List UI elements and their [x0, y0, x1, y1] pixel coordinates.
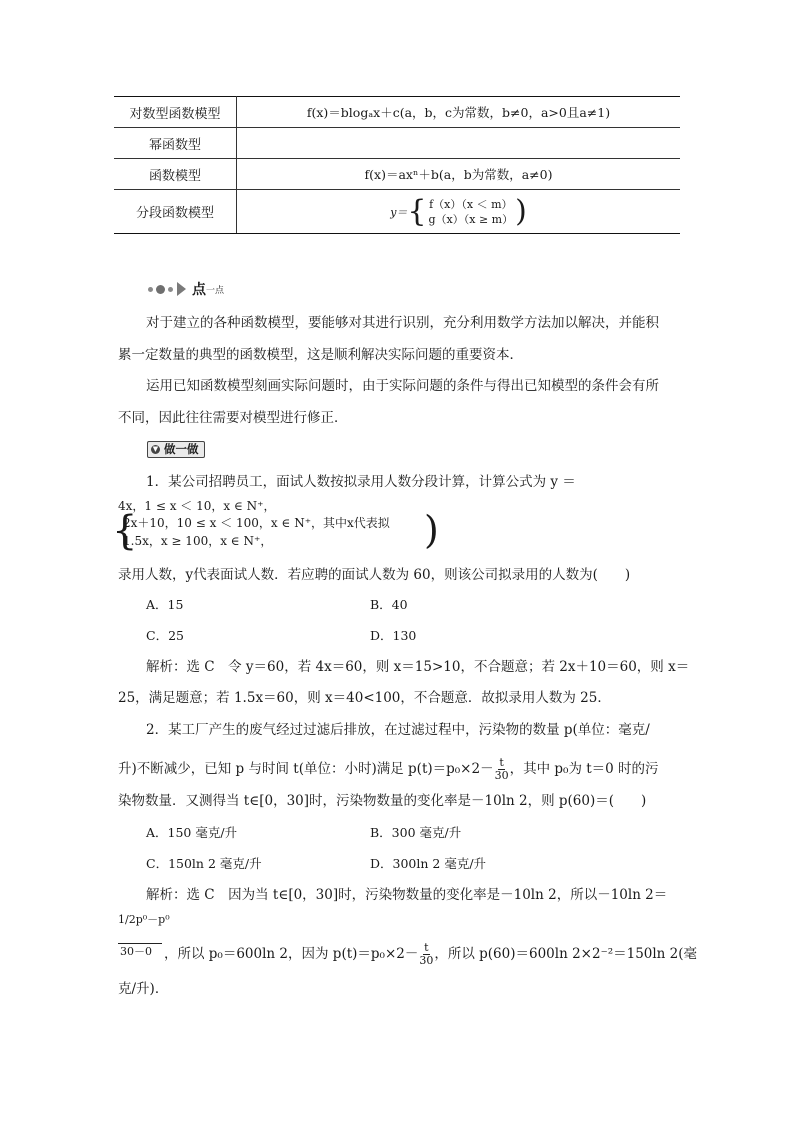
formula-prefix: y＝ [390, 205, 408, 219]
row-formula: f(x)＝axⁿ＋b(a，b为常数，a≠0) [237, 159, 681, 190]
function-model-table [114, 96, 680, 234]
fraction-bar [118, 943, 162, 944]
dot-icon [148, 287, 153, 292]
case-line: 4x，1 ≤ x ＜ 10，x ∈ N⁺， [118, 499, 276, 513]
row-formula [237, 190, 681, 234]
piecewise-formula: y＝ { f（x）（x ＜ m） g（x）（x ≥ m） ) [390, 193, 527, 229]
solution-fraction-top: 1/2p⁰－p⁰ [118, 913, 170, 926]
brace: ) [424, 508, 439, 552]
question-line: 1．某公司招聘员工，面试人数按拟录用人数分段计算，计算公式为 y ＝ [146, 474, 576, 490]
paragraph-line: 对于建立的各种函数模型，要能够对其进行识别，充分利用数学方法加以解决，并能积 [146, 315, 659, 331]
paragraph-line: 运用已知函数模型刻画实际问题时，由于实际问题的条件与得出已知模型的条件会有所 [146, 378, 659, 394]
dot-icon [156, 285, 165, 294]
case-line: 2x＋10，10 ≤ x ＜ 100，x ∈ N⁺，其中x代表拟 [123, 516, 390, 530]
row-label: 分段函数模型 [114, 190, 237, 234]
solution-line: 克/升)． [118, 981, 169, 997]
option-d[interactable]: D．130 [370, 628, 417, 643]
question-line: 2．某工厂产生的废气经过过滤后排放，在过滤过程中，污染物的数量 p(单位：毫克/ [146, 722, 650, 738]
section-heading [148, 279, 224, 299]
fraction: $\frac{t}{30}$ [419, 941, 434, 967]
row-formula: f(x)＝blogₐx＋c(a，b，c为常数，b≠0，a>0且a≠1) [237, 97, 681, 128]
piece-line: g（x）（x ≥ m） [428, 212, 514, 226]
row-label: 对数型函数模型 [114, 97, 237, 128]
option-b[interactable]: B．40 [370, 597, 408, 612]
option-a[interactable]: A．150 毫克/升 [146, 825, 238, 840]
section-title-small: 点 [215, 285, 225, 296]
solution-line: 25，满足题意；若 1.5x＝60，则 x＝40<100，不合题意．故拟录用人数为 25． [118, 690, 611, 706]
table-row [114, 97, 680, 128]
solution-line: 解析：选 C 因为当 t∈[0，30]时，污染物数量的变化率是－10ln 2，所以－10ln 2＝ [146, 887, 668, 903]
table-row [114, 128, 680, 159]
question-line: 升)不断减少，已知 p 与时间 t(单位：小时)满足 p(t)＝p₀×2－ $\frac{t}{30}$ ，其中 p₀为 t＝0 时的污 [118, 756, 659, 782]
paragraph-line: 累一定数量的典型的函数模型，这是顺利解决实际问题的重要资本． [118, 347, 523, 363]
solution-line: 解析：选 C 令 y＝60，若 4x＝60，则 x＝15>10，不合题意；若 2x＋10＝60，则 x＝ [146, 659, 690, 675]
section-title: 点 [192, 282, 206, 298]
option-c[interactable]: C．150ln 2 毫克/升 [146, 856, 262, 871]
dot-icon [168, 287, 173, 292]
case-line: 1.5x，x ≥ 100，x ∈ N⁺， [123, 534, 273, 548]
piece-line: f（x）（x ＜ m） [429, 197, 513, 211]
arrow-icon [177, 282, 186, 296]
paragraph-line: 不同，因此往往需要对模型进行修正． [118, 410, 348, 426]
question-line: 染物数量．又测得当 t∈[0，30]时，污染物数量的变化率是－10ln 2，则 p(60)＝( ) [118, 793, 647, 809]
question-line: 录用人数，y代表面试人数．若应聘的面试人数为 60，则该公司拟录用的人数为( ) [118, 567, 631, 583]
table-row [114, 159, 680, 190]
row-label: 幂函数型 [114, 128, 237, 159]
brace: { [112, 508, 138, 554]
option-d[interactable]: D．300ln 2 毫克/升 [370, 856, 487, 871]
solution-fraction-bottom: 30－0 [120, 945, 152, 958]
solution-line: ，所以 p₀＝600ln 2，因为 p(t)＝p₀×2－ $\frac{t}{30}$ ，所以 p(60)＝600ln 2×2⁻²＝150ln 2(毫 [164, 941, 698, 967]
row-formula [237, 128, 681, 159]
fraction: $\frac{t}{30}$ [494, 756, 509, 782]
option-b[interactable]: B．300 毫克/升 [370, 825, 462, 840]
section-title-small: 一 [206, 285, 216, 296]
option-a[interactable]: A．15 [146, 597, 184, 612]
chevron-down-icon: ▼ [152, 445, 159, 453]
table-row [114, 190, 680, 234]
option-c[interactable]: C．25 [146, 628, 184, 643]
practice-label: ▼ 做一做 [147, 441, 205, 458]
row-label: 函数模型 [114, 159, 237, 190]
